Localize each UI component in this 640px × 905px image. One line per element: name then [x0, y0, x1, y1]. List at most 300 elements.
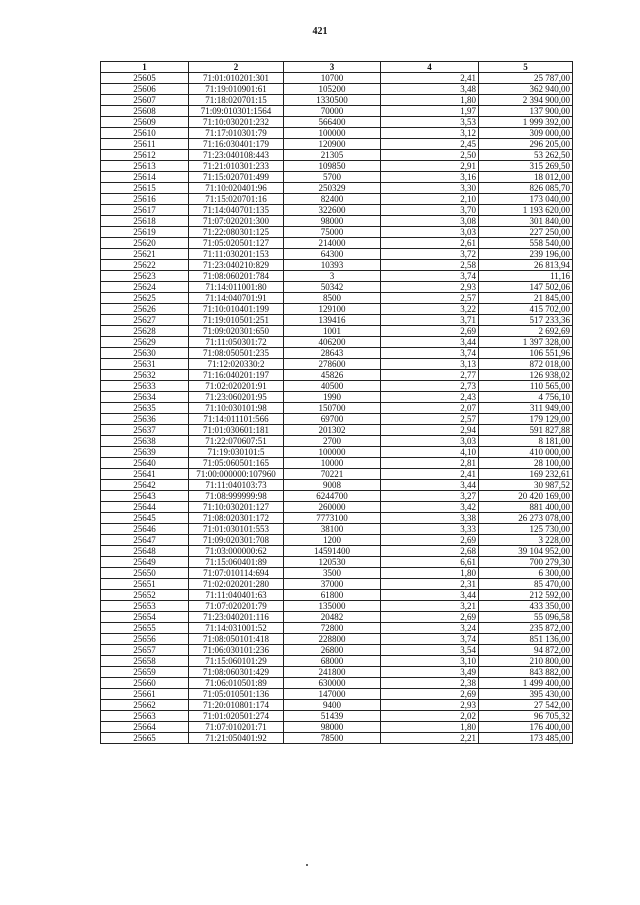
- table-cell-col-5: 11,16: [479, 271, 573, 282]
- table-cell-col-4: 3,16: [381, 172, 479, 183]
- table-cell-col-3: 1990: [284, 392, 381, 403]
- table-row: [101, 304, 573, 315]
- table-cell-col-3: 40500: [284, 381, 381, 392]
- table-cell-col-1: 25616: [101, 194, 189, 205]
- table-cell-col-4: 3,49: [381, 667, 479, 678]
- table-cell-col-5: 2 692,69: [479, 326, 573, 337]
- table-cell-col-5: 173 040,00: [479, 194, 573, 205]
- table-cell-col-4: 2,50: [381, 150, 479, 161]
- column-header-1: 1: [101, 62, 189, 73]
- table-row: [101, 205, 573, 216]
- table-cell-col-1: 25624: [101, 282, 189, 293]
- table-cell-col-3: 406200: [284, 337, 381, 348]
- table-cell-col-2: 71:09:020301:708: [189, 535, 284, 546]
- table-cell-col-2: 71:05:010501:136: [189, 689, 284, 700]
- table-row: [101, 502, 573, 513]
- table-cell-col-5: 210 800,00: [479, 656, 573, 667]
- table-cell-col-4: 2,68: [381, 546, 479, 557]
- table-cell-col-4: 2,58: [381, 260, 479, 271]
- table-cell-col-2: 71:08:060301:429: [189, 667, 284, 678]
- table-cell-col-2: 71:14:031001:52: [189, 623, 284, 634]
- table-cell-col-5: 1 999 392,00: [479, 117, 573, 128]
- table-cell-col-2: 71:16:030401:179: [189, 139, 284, 150]
- table-cell-col-3: 70000: [284, 106, 381, 117]
- table-row: [101, 469, 573, 480]
- table-cell-col-1: 25646: [101, 524, 189, 535]
- table-row: [101, 678, 573, 689]
- table-cell-col-4: 3,24: [381, 623, 479, 634]
- table-cell-col-4: 2,94: [381, 425, 479, 436]
- table-cell-col-2: 71:06:030101:236: [189, 645, 284, 656]
- table-row: [101, 84, 573, 95]
- table-cell-col-2: 71:11:040401:63: [189, 590, 284, 601]
- table-cell-col-1: 25648: [101, 546, 189, 557]
- table-cell-col-1: 25626: [101, 304, 189, 315]
- table-cell-col-5: 227 250,00: [479, 227, 573, 238]
- table-cell-col-1: 25631: [101, 359, 189, 370]
- table-cell-col-3: 201302: [284, 425, 381, 436]
- table-cell-col-2: 71:23:040210:829: [189, 260, 284, 271]
- table-cell-col-3: 10000: [284, 458, 381, 469]
- table-cell-col-5: 26 813,94: [479, 260, 573, 271]
- table-cell-col-2: 71:22:070607:51: [189, 436, 284, 447]
- table-cell-col-1: 25621: [101, 249, 189, 260]
- table-cell-col-1: 25633: [101, 381, 189, 392]
- table-cell-col-4: 3,03: [381, 436, 479, 447]
- table-cell-col-5: 1 499 400,00: [479, 678, 573, 689]
- table-cell-col-4: 1,80: [381, 95, 479, 106]
- table-row: [101, 513, 573, 524]
- table-row: [101, 700, 573, 711]
- table-cell-col-2: 71:15:060101:29: [189, 656, 284, 667]
- table-cell-col-5: 1 397 328,00: [479, 337, 573, 348]
- table-cell-col-3: 61800: [284, 590, 381, 601]
- table-cell-col-1: 25605: [101, 73, 189, 84]
- table-cell-col-4: 2,93: [381, 700, 479, 711]
- table-cell-col-4: 1,80: [381, 568, 479, 579]
- table-cell-col-5: 53 262,50: [479, 150, 573, 161]
- table-cell-col-1: 25652: [101, 590, 189, 601]
- table-cell-col-4: 3,54: [381, 645, 479, 656]
- table-cell-col-2: 71:21:010301:233: [189, 161, 284, 172]
- table-cell-col-5: 21 845,00: [479, 293, 573, 304]
- table-cell-col-1: 25615: [101, 183, 189, 194]
- table-cell-col-2: 71:10:010401:199: [189, 304, 284, 315]
- table-cell-col-5: 27 542,00: [479, 700, 573, 711]
- table-cell-col-5: 137 900,00: [479, 106, 573, 117]
- table-cell-col-2: 71:05:060501:165: [189, 458, 284, 469]
- table-row: [101, 392, 573, 403]
- table-cell-col-5: 309 000,00: [479, 128, 573, 139]
- table-cell-col-3: 100000: [284, 128, 381, 139]
- table-row: [101, 381, 573, 392]
- table-cell-col-4: 2,10: [381, 194, 479, 205]
- table-cell-col-4: 3,74: [381, 634, 479, 645]
- table-cell-col-1: 25653: [101, 601, 189, 612]
- table-cell-col-2: 71:14:011001:80: [189, 282, 284, 293]
- table-cell-col-1: 25644: [101, 502, 189, 513]
- table-cell-col-2: 71:16:040201:197: [189, 370, 284, 381]
- table-cell-col-2: 71:19:010901:61: [189, 84, 284, 95]
- table-cell-col-2: 71:08:060201:784: [189, 271, 284, 282]
- table-cell-col-1: 25620: [101, 238, 189, 249]
- table-cell-col-4: 3,48: [381, 84, 479, 95]
- table-row: [101, 733, 573, 744]
- table-body: [101, 73, 573, 744]
- table-cell-col-2: 71:14:040701:91: [189, 293, 284, 304]
- table-cell-col-3: 260000: [284, 502, 381, 513]
- table-cell-col-4: 2,69: [381, 326, 479, 337]
- table-cell-col-3: 51439: [284, 711, 381, 722]
- table-cell-col-2: 71:21:050401:92: [189, 733, 284, 744]
- table-cell-col-1: 25610: [101, 128, 189, 139]
- table-cell-col-2: 71:23:060201:95: [189, 392, 284, 403]
- table-cell-col-3: 129100: [284, 304, 381, 315]
- table-cell-col-3: 100000: [284, 447, 381, 458]
- table-cell-col-5: 169 232,61: [479, 469, 573, 480]
- table-cell-col-3: 38100: [284, 524, 381, 535]
- table-cell-col-1: 25637: [101, 425, 189, 436]
- table-cell-col-5: 851 136,00: [479, 634, 573, 645]
- table-row: [101, 722, 573, 733]
- table-cell-col-5: 18 012,00: [479, 172, 573, 183]
- table-cell-col-3: 10393: [284, 260, 381, 271]
- table-cell-col-2: 71:08:020301:172: [189, 513, 284, 524]
- table-cell-col-2: 71:10:030201:232: [189, 117, 284, 128]
- table-header: [101, 62, 573, 73]
- table-cell-col-4: 2,69: [381, 535, 479, 546]
- table-cell-col-1: 25613: [101, 161, 189, 172]
- table-row: [101, 238, 573, 249]
- table-cell-col-5: 96 705,32: [479, 711, 573, 722]
- table-cell-col-5: 433 350,00: [479, 601, 573, 612]
- table-cell-col-3: 2700: [284, 436, 381, 447]
- table-cell-col-3: 5700: [284, 172, 381, 183]
- table-cell-col-2: 71:19:030101:5: [189, 447, 284, 458]
- table-row: [101, 645, 573, 656]
- table-cell-col-5: 872 018,00: [479, 359, 573, 370]
- table-row: [101, 183, 573, 194]
- table-cell-col-5: 1 193 620,00: [479, 205, 573, 216]
- table-cell-col-3: 120900: [284, 139, 381, 150]
- table-cell-col-3: 150700: [284, 403, 381, 414]
- table-row: [101, 282, 573, 293]
- table-cell-col-5: 176 400,00: [479, 722, 573, 733]
- table-cell-col-5: 239 196,00: [479, 249, 573, 260]
- table-cell-col-4: 2,73: [381, 381, 479, 392]
- table-cell-col-3: 241800: [284, 667, 381, 678]
- table-cell-col-3: 9008: [284, 480, 381, 491]
- table-cell-col-2: 71:08:050101:418: [189, 634, 284, 645]
- table-cell-col-1: 25630: [101, 348, 189, 359]
- table-cell-col-2: 71:01:030101:553: [189, 524, 284, 535]
- table-cell-col-5: 8 181,00: [479, 436, 573, 447]
- table-row: [101, 524, 573, 535]
- table-cell-col-4: 3,70: [381, 205, 479, 216]
- table-row: [101, 117, 573, 128]
- table-cell-col-5: 212 592,00: [479, 590, 573, 601]
- table-row: [101, 612, 573, 623]
- table-cell-col-4: 3,08: [381, 216, 479, 227]
- table-cell-col-1: 25647: [101, 535, 189, 546]
- table-row: [101, 73, 573, 84]
- table-cell-col-2: 71:08:050501:235: [189, 348, 284, 359]
- table-cell-col-1: 25634: [101, 392, 189, 403]
- page-dot-mark: [306, 864, 308, 866]
- table-cell-col-5: 26 273 078,00: [479, 513, 573, 524]
- table-cell-col-2: 71:07:020201:300: [189, 216, 284, 227]
- table-cell-col-1: 25632: [101, 370, 189, 381]
- table-row: [101, 216, 573, 227]
- table-cell-col-4: 3,74: [381, 348, 479, 359]
- column-header-5: 5: [479, 62, 573, 73]
- table-cell-col-3: 45826: [284, 370, 381, 381]
- table-cell-col-5: 147 502,06: [479, 282, 573, 293]
- table-cell-col-3: 566400: [284, 117, 381, 128]
- table-cell-col-4: 3,38: [381, 513, 479, 524]
- table-cell-col-1: 25656: [101, 634, 189, 645]
- table-cell-col-4: 6,61: [381, 557, 479, 568]
- table-row: [101, 260, 573, 271]
- table-cell-col-5: 106 551,96: [479, 348, 573, 359]
- table-cell-col-4: 2,77: [381, 370, 479, 381]
- table-cell-col-5: 179 129,00: [479, 414, 573, 425]
- table-cell-col-5: 591 827,88: [479, 425, 573, 436]
- table-cell-col-3: 139416: [284, 315, 381, 326]
- table-cell-col-3: 69700: [284, 414, 381, 425]
- table-row: [101, 106, 573, 117]
- table-cell-col-2: 71:15:020701:16: [189, 194, 284, 205]
- table-cell-col-5: 28 100,00: [479, 458, 573, 469]
- table-cell-col-2: 71:15:020701:499: [189, 172, 284, 183]
- table-cell-col-2: 71:14:040701:135: [189, 205, 284, 216]
- table-row: [101, 623, 573, 634]
- table-cell-col-5: 30 987,52: [479, 480, 573, 491]
- table-cell-col-2: 71:01:020501:274: [189, 711, 284, 722]
- table-cell-col-4: 2,38: [381, 678, 479, 689]
- table-row: [101, 315, 573, 326]
- table-cell-col-2: 71:05:020501:127: [189, 238, 284, 249]
- table-cell-col-2: 71:07:020201:79: [189, 601, 284, 612]
- table-cell-col-4: 2,57: [381, 293, 479, 304]
- table-cell-col-4: 2,43: [381, 392, 479, 403]
- table-cell-col-2: 71:11:040103:73: [189, 480, 284, 491]
- table-cell-col-5: 110 565,00: [479, 381, 573, 392]
- table-cell-col-4: 3,30: [381, 183, 479, 194]
- table-cell-col-1: 25665: [101, 733, 189, 744]
- table-cell-col-2: 71:10:030201:127: [189, 502, 284, 513]
- table-cell-col-1: 25663: [101, 711, 189, 722]
- table-cell-col-3: 3500: [284, 568, 381, 579]
- table-cell-col-1: 25623: [101, 271, 189, 282]
- table-cell-col-1: 25612: [101, 150, 189, 161]
- table-cell-col-3: 14591400: [284, 546, 381, 557]
- table-cell-col-4: 1,97: [381, 106, 479, 117]
- table-row: [101, 194, 573, 205]
- table-cell-col-3: 78500: [284, 733, 381, 744]
- table-row: [101, 579, 573, 590]
- table-cell-col-1: 25643: [101, 491, 189, 502]
- table-cell-col-2: 71:22:080301:125: [189, 227, 284, 238]
- table-cell-col-1: 25627: [101, 315, 189, 326]
- table-cell-col-4: 3,13: [381, 359, 479, 370]
- table-cell-col-4: 3,33: [381, 524, 479, 535]
- table-cell-col-2: 71:23:040108:443: [189, 150, 284, 161]
- table-cell-col-1: 25654: [101, 612, 189, 623]
- table-row: [101, 480, 573, 491]
- table-cell-col-5: 4 756,10: [479, 392, 573, 403]
- table-cell-col-3: 1001: [284, 326, 381, 337]
- table-cell-col-4: 3,03: [381, 227, 479, 238]
- table-row: [101, 689, 573, 700]
- table-cell-col-4: 3,44: [381, 480, 479, 491]
- table-cell-col-2: 71:01:030601:181: [189, 425, 284, 436]
- table-cell-col-3: 28643: [284, 348, 381, 359]
- table-cell-col-4: 3,12: [381, 128, 479, 139]
- table-cell-col-3: 82400: [284, 194, 381, 205]
- table-cell-col-1: 25614: [101, 172, 189, 183]
- table-cell-col-1: 25638: [101, 436, 189, 447]
- table-cell-col-1: 25650: [101, 568, 189, 579]
- table-cell-col-4: 2,69: [381, 612, 479, 623]
- table-cell-col-3: 68000: [284, 656, 381, 667]
- table-cell-col-4: 3,71: [381, 315, 479, 326]
- column-header-4: 4: [381, 62, 479, 73]
- column-header-3: 3: [284, 62, 381, 73]
- table-row: [101, 634, 573, 645]
- table-cell-col-3: 10700: [284, 73, 381, 84]
- table-cell-col-3: 630000: [284, 678, 381, 689]
- table-cell-col-3: 214000: [284, 238, 381, 249]
- table-cell-col-1: 25660: [101, 678, 189, 689]
- table-cell-col-4: 3,21: [381, 601, 479, 612]
- table-cell-col-5: 6 300,00: [479, 568, 573, 579]
- table-cell-col-3: 6244700: [284, 491, 381, 502]
- table-row: [101, 326, 573, 337]
- table-row: [101, 150, 573, 161]
- table-cell-col-1: 25657: [101, 645, 189, 656]
- table-cell-col-1: 25661: [101, 689, 189, 700]
- table-cell-col-3: 26800: [284, 645, 381, 656]
- table-cell-col-2: 71:18:020701:15: [189, 95, 284, 106]
- table-cell-col-5: 410 000,00: [479, 447, 573, 458]
- table-cell-col-4: 2,41: [381, 73, 479, 84]
- table-row: [101, 161, 573, 172]
- table-row: [101, 139, 573, 150]
- table-cell-col-5: 3 228,00: [479, 535, 573, 546]
- table-cell-col-5: 881 400,00: [479, 502, 573, 513]
- table-cell-col-3: 9400: [284, 700, 381, 711]
- table-cell-col-4: 2,21: [381, 733, 479, 744]
- table-cell-col-1: 25622: [101, 260, 189, 271]
- column-header-2: 2: [189, 62, 284, 73]
- table-row: [101, 656, 573, 667]
- table-cell-col-1: 25606: [101, 84, 189, 95]
- table-row: [101, 370, 573, 381]
- table-cell-col-4: 2,61: [381, 238, 479, 249]
- table-cell-col-5: 2 394 900,00: [479, 95, 573, 106]
- table-row: [101, 458, 573, 469]
- table-cell-col-4: 2,57: [381, 414, 479, 425]
- table-cell-col-1: 25642: [101, 480, 189, 491]
- table-cell-col-3: 75000: [284, 227, 381, 238]
- table-cell-col-2: 71:15:060401:89: [189, 557, 284, 568]
- table-cell-col-2: 71:02:020201:280: [189, 579, 284, 590]
- table-cell-col-3: 322600: [284, 205, 381, 216]
- table-cell-col-4: 2,93: [381, 282, 479, 293]
- table-cell-col-2: 71:11:030201:153: [189, 249, 284, 260]
- table-cell-col-1: 25655: [101, 623, 189, 634]
- table-cell-col-1: 25609: [101, 117, 189, 128]
- table-cell-col-2: 71:08:999999:98: [189, 491, 284, 502]
- table-cell-col-5: 126 938,02: [479, 370, 573, 381]
- table-cell-col-1: 25651: [101, 579, 189, 590]
- table-cell-col-5: 173 485,00: [479, 733, 573, 744]
- table-cell-col-5: 20 420 169,00: [479, 491, 573, 502]
- table-cell-col-5: 826 085,70: [479, 183, 573, 194]
- table-cell-col-2: 71:02:020201:91: [189, 381, 284, 392]
- table-row: [101, 271, 573, 282]
- table-cell-col-1: 25628: [101, 326, 189, 337]
- table-row: [101, 128, 573, 139]
- table-cell-col-3: 98000: [284, 216, 381, 227]
- table-cell-col-3: 147000: [284, 689, 381, 700]
- table-cell-col-4: 2,81: [381, 458, 479, 469]
- table-cell-col-5: 94 872,00: [479, 645, 573, 656]
- table-cell-col-1: 25639: [101, 447, 189, 458]
- table-cell-col-4: 2,07: [381, 403, 479, 414]
- table-cell-col-5: 517 233,36: [479, 315, 573, 326]
- table-cell-col-3: 105200: [284, 84, 381, 95]
- table-cell-col-1: 25640: [101, 458, 189, 469]
- table-cell-col-1: 25659: [101, 667, 189, 678]
- table-cell-col-5: 39 104 952,00: [479, 546, 573, 557]
- table-cell-col-1: 25619: [101, 227, 189, 238]
- table-row: [101, 348, 573, 359]
- table-row: [101, 359, 573, 370]
- table-cell-col-4: 2,45: [381, 139, 479, 150]
- table-cell-col-5: 301 840,00: [479, 216, 573, 227]
- table-cell-col-2: 71:20:010801:174: [189, 700, 284, 711]
- table-cell-col-2: 71:17:010301:79: [189, 128, 284, 139]
- table-row: [101, 436, 573, 447]
- table-cell-col-3: 135000: [284, 601, 381, 612]
- table-cell-col-5: 235 872,00: [479, 623, 573, 634]
- table-cell-col-1: 25617: [101, 205, 189, 216]
- table-cell-col-2: 71:12:020330:2: [189, 359, 284, 370]
- table-cell-col-5: 296 205,00: [479, 139, 573, 150]
- table-cell-col-3: 278600: [284, 359, 381, 370]
- table-cell-col-5: 362 940,00: [479, 84, 573, 95]
- table-row: [101, 711, 573, 722]
- table-cell-col-5: 55 096,58: [479, 612, 573, 623]
- table-cell-col-4: 3,10: [381, 656, 479, 667]
- table-cell-col-4: 1,80: [381, 722, 479, 733]
- cadastral-value-table: [100, 61, 573, 744]
- table-cell-col-2: 71:07:010201:71: [189, 722, 284, 733]
- table-cell-col-5: 558 540,00: [479, 238, 573, 249]
- table-cell-col-4: 2,91: [381, 161, 479, 172]
- table-cell-col-2: 71:10:030101:98: [189, 403, 284, 414]
- table-cell-col-5: 415 702,00: [479, 304, 573, 315]
- table-cell-col-1: 25607: [101, 95, 189, 106]
- table-row: [101, 590, 573, 601]
- table-row: [101, 491, 573, 502]
- table-cell-col-4: 4,10: [381, 447, 479, 458]
- table-cell-col-4: 2,31: [381, 579, 479, 590]
- table-cell-col-5: 125 730,00: [479, 524, 573, 535]
- table-cell-col-3: 109850: [284, 161, 381, 172]
